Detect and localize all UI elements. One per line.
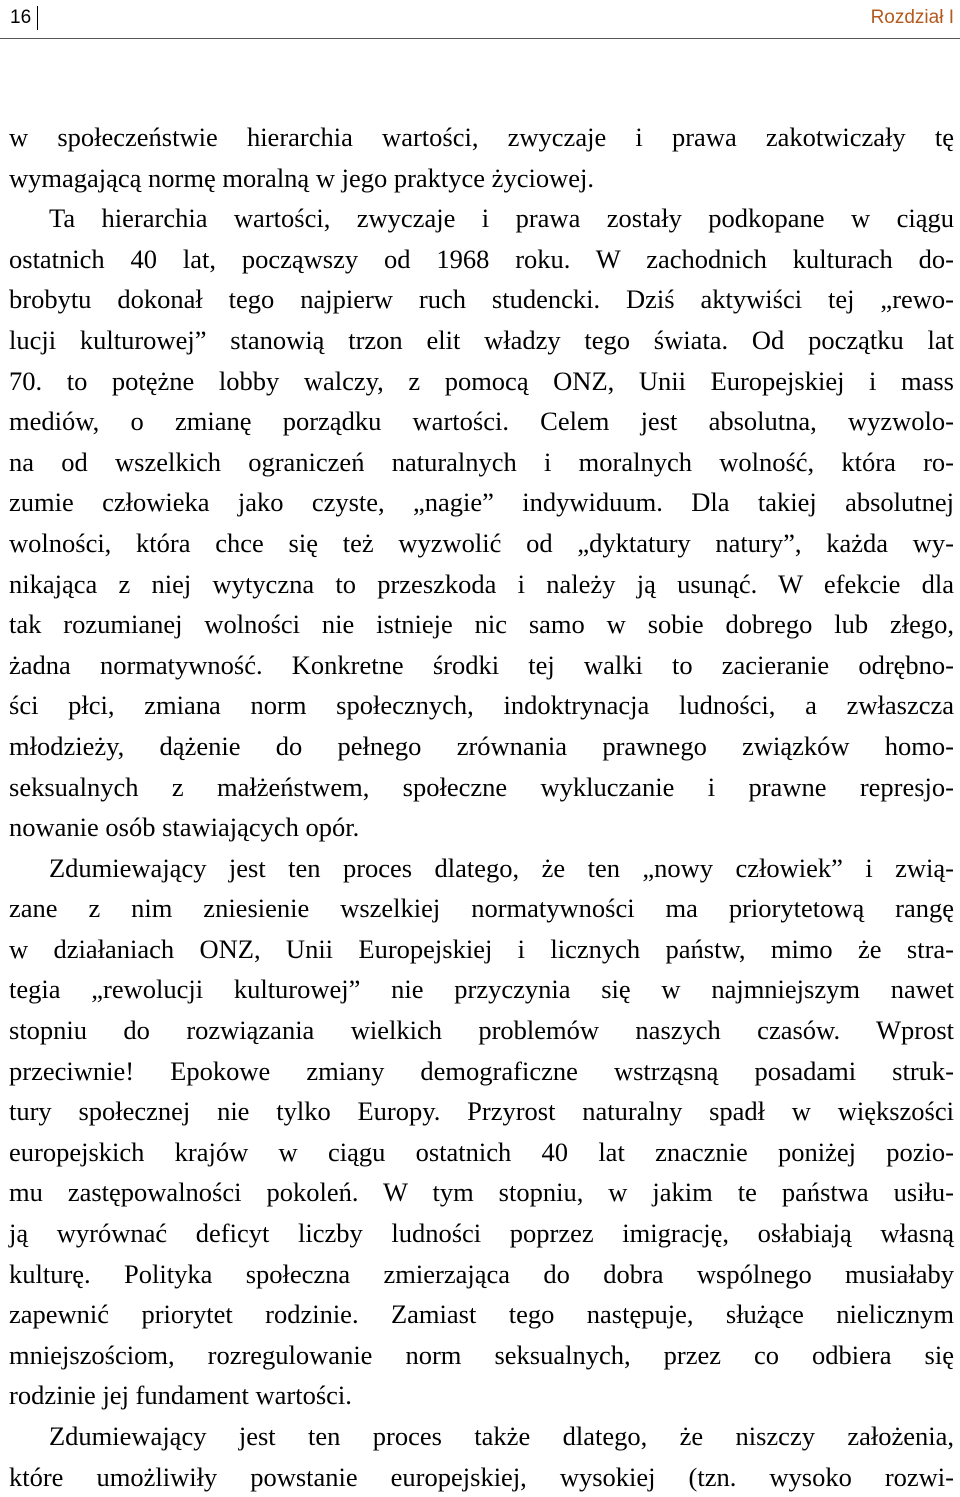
page-number: 16 <box>10 6 38 30</box>
text-line: tury społecznej nie tylko Europy. Przyrost naturalny spadł w większości <box>9 1096 954 1127</box>
header-rule <box>0 38 960 39</box>
text-line: przeciwnie! Epokowe zmiany demograficzne wstrząsną posadami struk- <box>9 1055 954 1086</box>
text-line: mniejszościom, rozregulowanie norm seksualnych, przez co odbiera się <box>9 1339 954 1370</box>
text-line: rodzinie jej fundament wartości. <box>9 1380 352 1411</box>
text-line: Zdumiewający jest ten proces także dlatego, że niszczy założenia, <box>49 1421 954 1451</box>
text-line: tak rozumianej wolności nie istnieje nic samo w sobie dobrego lub złego, <box>9 609 954 640</box>
chapter-title: Rozdział I <box>870 7 954 28</box>
text-line: w społeczeństwie hierarchia wartości, zwyczaje i prawa zakotwiczały tę <box>9 122 954 152</box>
text-line: ści płci, zmiana norm społecznych, indoktrynacja ludności, a zwłaszcza <box>9 690 954 721</box>
text-line: mu zastępowalności pokoleń. W tym stopniu, w jakim te państwa usiłu- <box>9 1177 954 1208</box>
text-line: mediów, o zmianę porządku wartości. Celem jest absolutna, wyzwolo- <box>9 406 954 437</box>
text-line: brobytu dokonał tego najpierw ruch studencki. Dziś aktywiści tej „rewo- <box>9 284 954 315</box>
text-line: lucji kulturowej” stanowią trzon elit władzy tego świata. Od początku lat <box>9 324 954 355</box>
text-line: ją wyrównać deficyt liczby ludności poprzez imigrację, osłabiają własną <box>9 1218 954 1249</box>
text-line: wymagającą normę moralną w jego praktyce życiowej. <box>9 162 594 193</box>
text-line: Ta hierarchia wartości, zwyczaje i prawa zostały podkopane w ciągu <box>49 203 954 234</box>
text-line: tegia „rewolucji kulturowej” nie przyczynia się w najmniejszym nawet <box>9 974 954 1005</box>
text-line: zane z nim zniesienie wszelkiej normatywności ma priorytetową rangę <box>9 893 954 924</box>
text-line: ostatnich 40 lat, począwszy od 1968 roku. W zachodnich kulturach do- <box>9 243 954 274</box>
text-line: zapewnić priorytet rodzinie. Zamiast tego następuje, służące nielicznym <box>9 1299 954 1330</box>
text-line: stopniu do rozwiązania wielkich problemów naszych czasów. Wprost <box>9 1015 954 1046</box>
text-line: żadna normatywność. Konkretne środki tej walki to zacieranie odrębno- <box>9 649 954 680</box>
body-text <box>9 117 954 1497</box>
text-line: w działaniach ONZ, Unii Europejskiej i licznych państw, mimo że stra- <box>9 933 954 964</box>
text-line: 70. to potężne lobby walczy, z pomocą ONZ, Unii Europejskiej i mass <box>9 365 954 396</box>
text-line: seksualnych z małżeństwem, społeczne wykluczanie i prawne represjo- <box>9 771 954 802</box>
text-line: kulturę. Polityka społeczna zmierzająca do dobra wspólnego musiałaby <box>9 1258 954 1289</box>
text-line: nowanie osób stawiających opór. <box>9 812 360 843</box>
text-line: młodzieży, dążenie do pełnego zrównania prawnego związków homo- <box>9 730 954 761</box>
text-line: Zdumiewający jest ten proces dlatego, że ten „nowy człowiek” i zwią- <box>49 852 954 883</box>
text-line: zumie człowieka jako czyste, „nagie” indywiduum. Dla takiej absolutnej <box>9 487 954 518</box>
text-line: które umożliwiły powstanie europejskiej, wysokiej (tzn. wysoko rozwi- <box>9 1461 954 1492</box>
text-line: europejskich krajów w ciągu ostatnich 40 lat znacznie poniżej pozio- <box>9 1136 954 1167</box>
text-line: na od wszelkich ograniczeń naturalnych i moralnych wolność, która ro- <box>9 446 954 477</box>
text-line: wolności, która chce się też wyzwolić od „dyktatury natury”, każda wy- <box>9 527 954 558</box>
running-header <box>0 0 960 40</box>
text-line: nikająca z niej wytyczna to przeszkoda i należy ją usunąć. W efekcie dla <box>9 568 954 599</box>
